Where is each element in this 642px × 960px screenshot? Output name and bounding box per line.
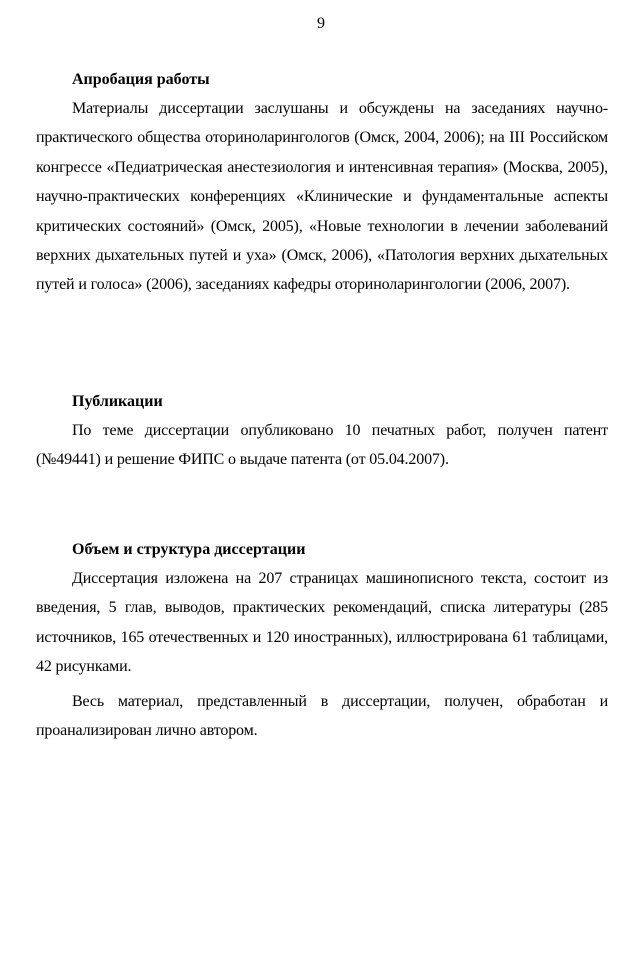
section-publications [36, 388, 608, 475]
section-heading-volume-structure: Объем и структура диссертации [72, 541, 306, 558]
paragraph-publications: По теме диссертации опубликовано 10 печатных работ, получен патент (№49441) и решение ФИПС о выдаче патента (от 05.04.2007). [36, 422, 608, 469]
section-heading-approbation: Апробация работы [72, 71, 210, 88]
page-number: 9 [317, 15, 325, 32]
paragraph-author-contribution: Весь материал, представленный в диссертации, получен, обработан и проанализирован лично автором. [36, 692, 608, 740]
section-heading-publications: Публикации [72, 393, 163, 410]
paragraph-volume-structure: Диссертация изложена на 207 страницах машинописного текста, состоит из введения, 5 глав, выводов, практических рекомендаций, списка литературы (285 источников, 165 отечественных и 120 иностранных), иллюстрирована 61 таблицами, 42 рисунками. [36, 570, 608, 676]
section-approbation [36, 66, 608, 300]
paragraph-approbation: Материалы диссертации заслушаны и обсуждены на заседаниях научно-практического общества оториноларингологов (Омск, 2004, 2006); на III Российском конгрессе «Педиатрическая анестезиология и интенсивная терапия» (Москва, 2005), научно-практических конференциях «Клинические и фундаментальные аспекты критических состояний» (Омск, 2005), «Новые технологии в лечении заболеваний верхних дыхательных путей и уха» (Омск, 2006), «Патология верхних дыхательных путей и голоса» (2006), заседаниях кафедры оториноларингологии (2006, 2007). [36, 100, 608, 294]
section-volume-structure [36, 536, 608, 745]
